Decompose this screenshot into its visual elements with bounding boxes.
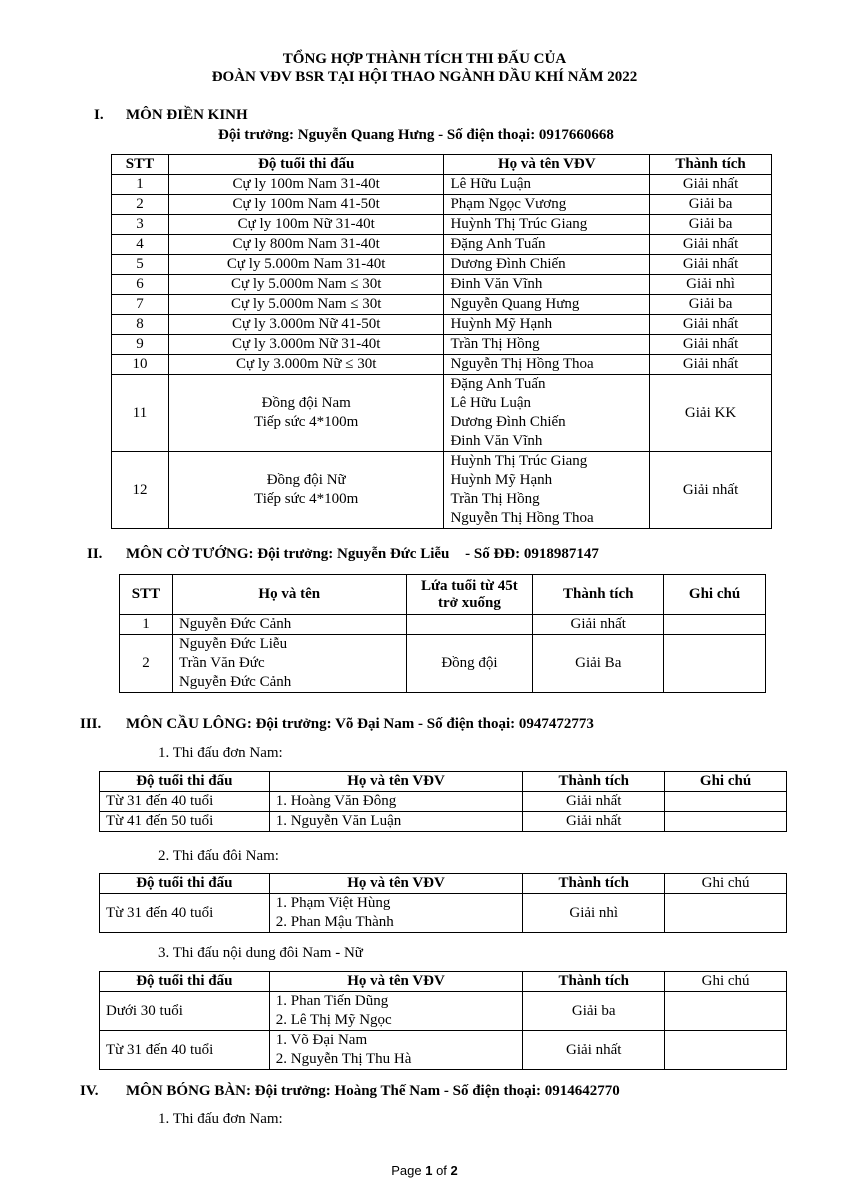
section-number: II. (87, 546, 103, 562)
result-cell: Giải nhất (523, 1031, 665, 1070)
stt-cell: 1 (112, 175, 169, 195)
athlete-cell (444, 355, 650, 375)
name-cell-line: Nguyễn Đức Cảnh (178, 674, 292, 690)
result-cell: Giải nhất (523, 812, 665, 832)
athlete-cell (269, 792, 523, 812)
note-cell (664, 635, 766, 693)
athlete-cell (269, 812, 523, 832)
header-note: Ghi chú (665, 874, 787, 894)
table-row (112, 255, 772, 275)
section-name: MÔN BÓNG BÀN: (126, 1083, 251, 1099)
event-cell-line: Tiếp sức 4*100m (254, 491, 359, 507)
event-cell: Cự ly 3.000m Nữ 31-40t (168, 335, 444, 355)
event-cell: Cự ly 3.000m Nữ 41-50t (168, 315, 444, 335)
footer-page-label: Page (391, 1163, 422, 1178)
section-number: IV. (80, 1083, 99, 1099)
header-note: Ghi chú (665, 772, 787, 792)
athlete-cell-line: Đặng Anh Tuấn (450, 376, 546, 392)
result-cell: Giải nhất (533, 615, 664, 635)
result-cell: Giải ba (650, 215, 772, 235)
table-row (112, 235, 772, 255)
result-cell: Giải KK (650, 375, 772, 452)
athlete-cell (444, 255, 650, 275)
athlete-cell-line: 2. Nguyễn Thị Thu Hà (275, 1051, 412, 1067)
table-row (112, 175, 772, 195)
athlete-cell-line: Nguyễn Thị Hồng Thoa (450, 510, 594, 526)
table-row (100, 992, 787, 1031)
doc-title-line1: TỔNG HỢP THÀNH TÍCH THI ĐẤU CỦA (282, 51, 567, 67)
section-4-heading (80, 1083, 620, 1100)
athlete-cell-line: 2. Phan Mậu Thành (275, 914, 394, 930)
table-row (112, 355, 772, 375)
stt-cell: 2 (120, 635, 173, 693)
stt-cell: 4 (112, 235, 169, 255)
event-cell: Cự ly 3.000m Nữ ≤ 30t (168, 355, 444, 375)
result-cell: Giải ba (650, 295, 772, 315)
result-cell: Giải nhất (523, 792, 665, 812)
athlete-cell-line: Huỳnh Thị Trúc Giang (450, 453, 588, 469)
athlete-cell (269, 992, 523, 1031)
header-result: Thành tích (523, 972, 665, 992)
header-event: Độ tuổi thi đấu (168, 155, 444, 175)
table-row (112, 375, 772, 452)
name-cell (172, 635, 406, 693)
result-cell: Giải nhất (650, 315, 772, 335)
table-row (112, 275, 772, 295)
athlete-cell (444, 215, 650, 235)
athlete-cell-line: Trần Thị Hồng (450, 336, 540, 352)
event-cell: Cự ly 5.000m Nam ≤ 30t (168, 275, 444, 295)
result-cell: Giải nhì (650, 275, 772, 295)
header-age: Độ tuổi thi đấu (100, 874, 270, 894)
table-row (100, 894, 787, 933)
table-row (100, 1031, 787, 1070)
athlete-cell-line: Huỳnh Thị Trúc Giang (450, 216, 588, 232)
badminton-mixed-table (99, 971, 787, 1070)
athlete-cell-line: Lê Hữu Luận (450, 176, 532, 192)
note-cell (665, 1031, 787, 1070)
stt-cell: 5 (112, 255, 169, 275)
athlete-cell-line: Nguyễn Quang Hưng (450, 296, 580, 312)
age-cell: Từ 31 đến 40 tuổi (100, 1031, 270, 1070)
athlete-cell-line: Phạm Ngọc Vương (450, 196, 567, 212)
athlete-cell (444, 175, 650, 195)
result-cell: Giải nhất (650, 335, 772, 355)
stt-cell: 12 (112, 452, 169, 529)
athlete-cell-line: 1. Võ Đại Nam (275, 1032, 368, 1048)
header-athlete: Họ và tên VĐV (444, 155, 650, 175)
section-leader: Đội trưởng: Nguyễn Đức Liễu (257, 546, 450, 562)
header-result: Thành tích (523, 874, 665, 894)
name-cell-line: Nguyễn Đức Cảnh (178, 616, 292, 632)
badminton-subsection-3: 3. Thi đấu nội dung đôi Nam - Nữ (158, 945, 363, 961)
athlete-cell-line: Đinh Văn Vĩnh (450, 433, 543, 449)
event-cell: Cự ly 5.000m Nam ≤ 30t (168, 295, 444, 315)
header-result: Thành tích (523, 772, 665, 792)
table-row (112, 195, 772, 215)
note-cell (665, 894, 787, 933)
stt-cell: 1 (120, 615, 173, 635)
stt-cell: 3 (112, 215, 169, 235)
header-name: Họ và tên (172, 575, 406, 615)
result-cell: Giải nhất (650, 452, 772, 529)
event-cell: Cự ly 100m Nam 41-50t (168, 195, 444, 215)
result-cell: Giải nhì (523, 894, 665, 933)
header-age: Độ tuổi thi đấu (100, 772, 270, 792)
table-row (120, 635, 766, 693)
age-cell: Đồng đội (406, 635, 533, 693)
section-leader: Đội trưởng: Hoàng Thế Nam - Số điện thoại: 0914642770 (254, 1083, 620, 1099)
header-note: Ghi chú (665, 972, 787, 992)
section-name: MÔN CỜ TƯỚNG: (126, 546, 254, 562)
athlete-cell-line: Lê Hữu Luận (450, 395, 532, 411)
athlete-cell (444, 295, 650, 315)
header-athlete: Họ và tên VĐV (269, 772, 523, 792)
table-tennis-subsection-1: 1. Thi đấu đơn Nam: (158, 1111, 283, 1127)
athlete-cell (444, 452, 650, 529)
note-cell (664, 615, 766, 635)
header-athlete: Họ và tên VĐV (269, 972, 523, 992)
header-age: Độ tuổi thi đấu (100, 972, 270, 992)
section-1-leader: Đội trưởng: Nguyễn Quang Hưng - Số điện thoại: 0917660668 (218, 127, 614, 143)
table-row (100, 812, 787, 832)
athletics-table (111, 154, 772, 529)
chess-table (119, 574, 766, 693)
footer-total-pages: 2 (450, 1163, 458, 1178)
note-cell (665, 812, 787, 832)
event-cell-line: Đồng đội Nam (261, 395, 351, 411)
athlete-cell-line: Huỳnh Mỹ Hạnh (450, 316, 553, 332)
athlete-cell-line: Trần Thị Hồng (450, 491, 540, 507)
result-cell: Giải ba (523, 992, 665, 1031)
footer-of-label: of (436, 1163, 447, 1178)
athlete-cell-line: Nguyễn Thị Hồng Thoa (450, 356, 594, 372)
athlete-cell-line: Đinh Văn Vĩnh (450, 276, 543, 292)
section-phone: - Số ĐĐ: 0918987147 (465, 546, 599, 562)
event-cell: Cự ly 800m Nam 31-40t (168, 235, 444, 255)
note-cell (665, 992, 787, 1031)
result-cell: Giải Ba (533, 635, 664, 693)
event-cell (168, 375, 444, 452)
table-row (112, 295, 772, 315)
result-cell: Giải nhất (650, 235, 772, 255)
table-row (120, 615, 766, 635)
note-cell (665, 792, 787, 812)
athlete-cell (444, 195, 650, 215)
header-stt: STT (120, 575, 173, 615)
age-cell: Từ 31 đến 40 tuổi (100, 792, 270, 812)
table-row (112, 452, 772, 529)
result-cell: Giải nhất (650, 355, 772, 375)
athlete-cell (444, 375, 650, 452)
event-cell-line: Tiếp sức 4*100m (254, 414, 359, 430)
badminton-subsection-2: 2. Thi đấu đôi Nam: (158, 848, 279, 864)
badminton-singles-table (99, 771, 787, 832)
stt-cell: 2 (112, 195, 169, 215)
header-stt: STT (112, 155, 169, 175)
footer-current-page: 1 (425, 1163, 433, 1178)
athlete-cell (444, 275, 650, 295)
athlete-cell-line: 1. Nguyễn Văn Luận (275, 813, 402, 829)
stt-cell: 10 (112, 355, 169, 375)
section-leader: Đội trưởng: Võ Đại Nam - Số điện thoại: 0947472773 (255, 716, 594, 732)
athlete-cell (444, 235, 650, 255)
badminton-doubles-table (99, 873, 787, 933)
athlete-cell (269, 1031, 523, 1070)
result-cell: Giải nhất (650, 255, 772, 275)
event-cell: Cự ly 100m Nữ 31-40t (168, 215, 444, 235)
athlete-cell-line: 2. Lê Thị Mỹ Ngọc (275, 1012, 392, 1028)
header-age: Lứa tuổi từ 45t trở xuống (406, 575, 533, 615)
stt-cell: 8 (112, 315, 169, 335)
name-cell-line: Trần Văn Đức (178, 655, 265, 671)
section-name: MÔN ĐIỀN KINH (126, 107, 248, 123)
event-cell (168, 452, 444, 529)
name-cell (172, 615, 406, 635)
section-2-heading (87, 546, 599, 563)
header-result: Thành tích (533, 575, 664, 615)
stt-cell: 11 (112, 375, 169, 452)
result-cell: Giải ba (650, 195, 772, 215)
header-result: Thành tích (650, 155, 772, 175)
table-row (100, 792, 787, 812)
event-cell: Cự ly 5.000m Nam 31-40t (168, 255, 444, 275)
event-cell-line: Đồng đội Nữ (266, 472, 346, 488)
section-3-heading (80, 716, 594, 733)
athlete-cell-line: Dương Đình Chiến (450, 414, 566, 430)
header-athlete: Họ và tên VĐV (269, 874, 523, 894)
athlete-cell-line: 1. Phạm Việt Hùng (275, 895, 391, 911)
age-cell: Từ 31 đến 40 tuổi (100, 894, 270, 933)
age-cell: Dưới 30 tuổi (100, 992, 270, 1031)
athlete-cell-line: 1. Hoàng Văn Đông (275, 793, 397, 809)
section-number: I. (94, 107, 104, 123)
stt-cell: 6 (112, 275, 169, 295)
athlete-cell-line: Dương Đình Chiến (450, 256, 566, 272)
table-row (112, 335, 772, 355)
athlete-cell-line: Đặng Anh Tuấn (450, 236, 546, 252)
stt-cell: 9 (112, 335, 169, 355)
section-1-heading (94, 107, 248, 124)
table-row (112, 315, 772, 335)
athlete-cell (444, 315, 650, 335)
header-note: Ghi chú (664, 575, 766, 615)
athlete-cell-line: Huỳnh Mỹ Hạnh (450, 472, 553, 488)
age-cell (406, 615, 533, 635)
page-footer (0, 1163, 849, 1178)
age-cell: Từ 41 đến 50 tuổi (100, 812, 270, 832)
name-cell-line: Nguyễn Đức Liễu (178, 636, 288, 652)
table-row (112, 215, 772, 235)
athlete-cell-line: 1. Phan Tiến Dũng (275, 993, 389, 1009)
athlete-cell (269, 894, 523, 933)
result-cell: Giải nhất (650, 175, 772, 195)
stt-cell: 7 (112, 295, 169, 315)
athlete-cell (444, 335, 650, 355)
doc-title-line2: ĐOÀN VĐV BSR TẠI HỘI THAO NGÀNH DẦU KHÍ NĂM 2022 (211, 69, 638, 85)
event-cell: Cự ly 100m Nam 31-40t (168, 175, 444, 195)
section-number: III. (80, 716, 102, 732)
section-name: MÔN CẦU LÔNG: (126, 716, 252, 732)
badminton-subsection-1: 1. Thi đấu đơn Nam: (158, 745, 283, 761)
